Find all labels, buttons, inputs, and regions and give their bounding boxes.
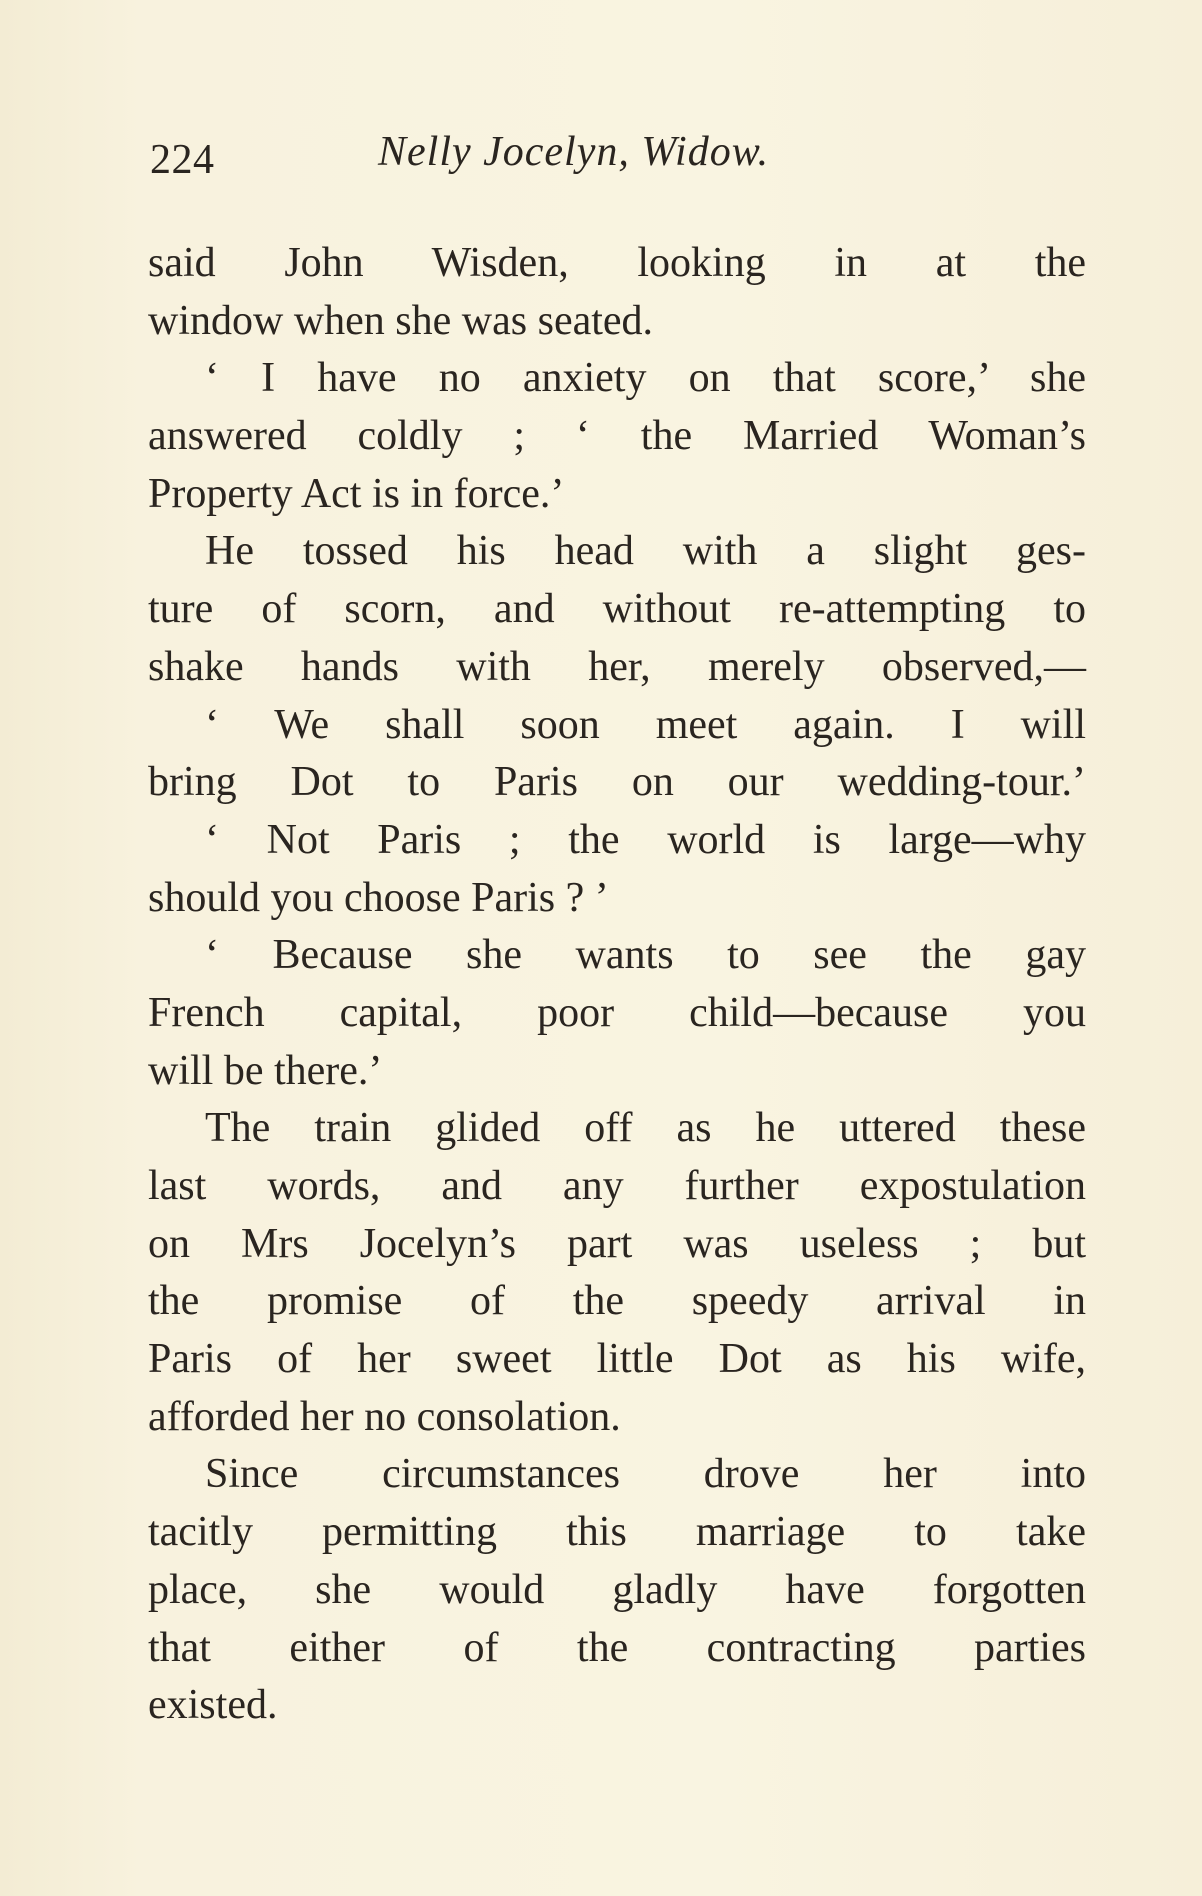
text-line: French capital, poor child—because you [148, 989, 1086, 1036]
text-line: place, she would gladly have forgotten [148, 1566, 1086, 1613]
text-line: should you choose Paris ? ’ [148, 874, 609, 921]
text-line: Paris of her sweet little Dot as his wife, [148, 1336, 1086, 1383]
text-line: He tossed his head with a slight ges- [205, 528, 1086, 575]
text-line: will be there.’ [148, 1047, 383, 1094]
page-number: 224 [150, 137, 215, 183]
text-line: ture of scorn, and without re-attempting to [148, 586, 1086, 633]
body-text [148, 235, 1086, 1735]
text-line: afforded her no consolation. [148, 1393, 621, 1440]
text-line: ‘ Because she wants to see the gay [205, 932, 1086, 979]
text-line: The train glided off as he uttered these [205, 1105, 1086, 1152]
text-line: tacitly permitting this marriage to take [148, 1509, 1086, 1556]
text-line: on Mrs Jocelyn’s part was useless ; but [148, 1220, 1086, 1267]
text-line: existed. [148, 1682, 278, 1729]
running-title: Nelly Jocelyn, Widow. [378, 129, 770, 175]
text-line: ‘ Not Paris ; the world is large—why [205, 816, 1086, 863]
text-line: said John Wisden, looking in at the [148, 240, 1086, 286]
text-line: that either of the contracting parties [148, 1624, 1086, 1671]
text-line: last words, and any further expostulation [148, 1163, 1086, 1209]
text-line: shake hands with her, merely observed,— [148, 643, 1086, 690]
page-header [150, 128, 1110, 188]
text-line: Since circumstances drove her into [205, 1451, 1086, 1498]
text-line: answered coldly ; ‘ the Married Woman’s [148, 413, 1086, 460]
text-line: window when she was seated. [148, 297, 654, 344]
text-line: ‘ We shall soon meet again. I will [205, 701, 1086, 748]
text-line: the promise of the speedy arrival in [148, 1278, 1086, 1325]
text-line: ‘ I have no anxiety on that score,’ she [205, 355, 1086, 402]
text-line: bring Dot to Paris on our wedding-tour.’ [148, 759, 1086, 806]
text-line: Property Act is in force.’ [148, 470, 565, 517]
